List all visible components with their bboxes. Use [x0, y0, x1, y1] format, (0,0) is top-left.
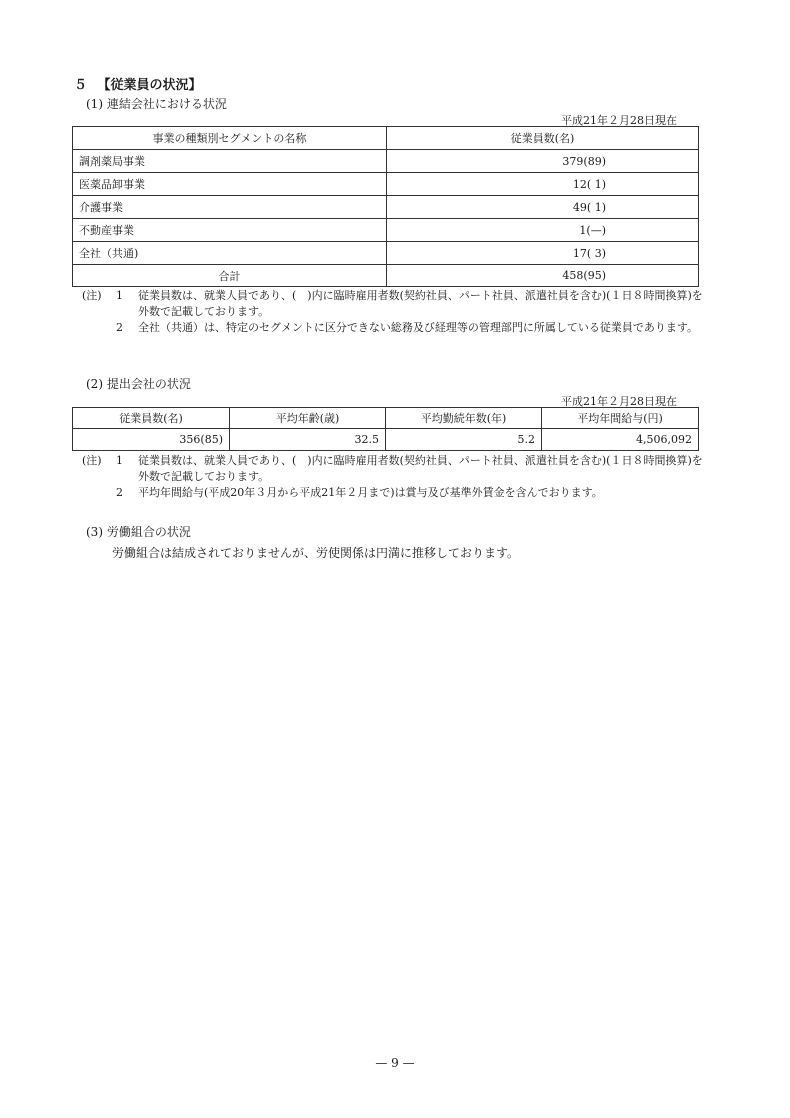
- column-header-segment: 事業の種類別セグメントの名称: [73, 127, 387, 150]
- table-header-row: [73, 408, 699, 429]
- employee-count: 17( 3): [387, 242, 699, 265]
- page-number: — 9 —: [375, 1056, 415, 1070]
- note-number: 2: [116, 486, 123, 499]
- table-row: [73, 429, 699, 451]
- note-number: 2: [116, 321, 123, 334]
- employee-count: 49( 1): [387, 196, 699, 219]
- average-tenure: 5.2: [386, 429, 542, 451]
- column-header-employees: 従業員数(名): [73, 408, 230, 429]
- segment-name: 不動産事業: [73, 219, 387, 242]
- union-text: 労働組合は結成されておりませんが、労使関係は円満に推移しております。: [112, 546, 520, 560]
- employee-count: 12( 1): [387, 173, 699, 196]
- segment-name: 全社（共通): [73, 242, 387, 265]
- note-text: 従業員数は、就業人員であり、( )内に臨時雇用者数(契約社員、パート社員、派遣社員を含む)(１日８時間換算)を外数で記載しております。: [138, 289, 703, 318]
- segment-name: 医薬品卸事業: [73, 173, 387, 196]
- section-title: 【従業員の状況】: [97, 78, 202, 93]
- table-row: [73, 173, 699, 196]
- segment-name: 介護事業: [73, 196, 387, 219]
- column-header-employees: 従業員数(名): [387, 127, 699, 150]
- employee-count: 356(85): [73, 429, 230, 451]
- table-total-row: [73, 265, 699, 287]
- average-age: 32.5: [230, 429, 386, 451]
- table-row: [73, 242, 699, 265]
- note-text: 平均年間給与(平成20年３月から平成21年２月まで)は賞与及び基準外賃金を含んでおります。: [138, 486, 603, 499]
- consolidated-heading: (1) 連結会社における状況: [86, 97, 227, 111]
- section-number: ５: [74, 78, 88, 93]
- employee-count: 379(89): [387, 150, 699, 173]
- notes-label: (注): [82, 454, 102, 467]
- note-text: 全社（共通）は、特定のセグメントに区分できない総務及び経理等の管理部門に所属している従業員であります。: [138, 321, 699, 334]
- column-header-avg-tenure: 平均勤続年数(年): [386, 408, 542, 429]
- column-header-avg-age: 平均年齢(歳): [230, 408, 386, 429]
- note-number: 1: [116, 454, 123, 467]
- employee-count: 1(—): [387, 219, 699, 242]
- table-header-row: [73, 127, 699, 150]
- notes-label: (注): [82, 289, 102, 302]
- table-row: [73, 150, 699, 173]
- section-heading: [74, 74, 202, 93]
- table-row: [73, 196, 699, 219]
- segment-name: 調剤薬局事業: [73, 150, 387, 173]
- note-number: 1: [116, 289, 123, 302]
- parent-as-of-date: 平成21年２月28日現在: [561, 395, 677, 408]
- total-label: 合計: [73, 265, 387, 287]
- consolidated-as-of-date: 平成21年２月28日現在: [561, 114, 677, 127]
- parent-heading: (2) 提出会社の状況: [86, 377, 191, 391]
- table-row: [73, 219, 699, 242]
- average-salary: 4,506,092: [542, 429, 699, 451]
- union-heading: (3) 労働組合の状況: [86, 525, 191, 539]
- consolidated-employees-table: [72, 126, 699, 287]
- column-header-avg-salary: 平均年間給与(円): [542, 408, 699, 429]
- parent-employees-table: [72, 407, 699, 451]
- note-text: 従業員数は、就業人員であり、( )内に臨時雇用者数(契約社員、パート社員、派遣社員を含む)(１日８時間換算)を外数で記載しております。: [138, 454, 703, 483]
- total-employee-count: 458(95): [387, 265, 699, 287]
